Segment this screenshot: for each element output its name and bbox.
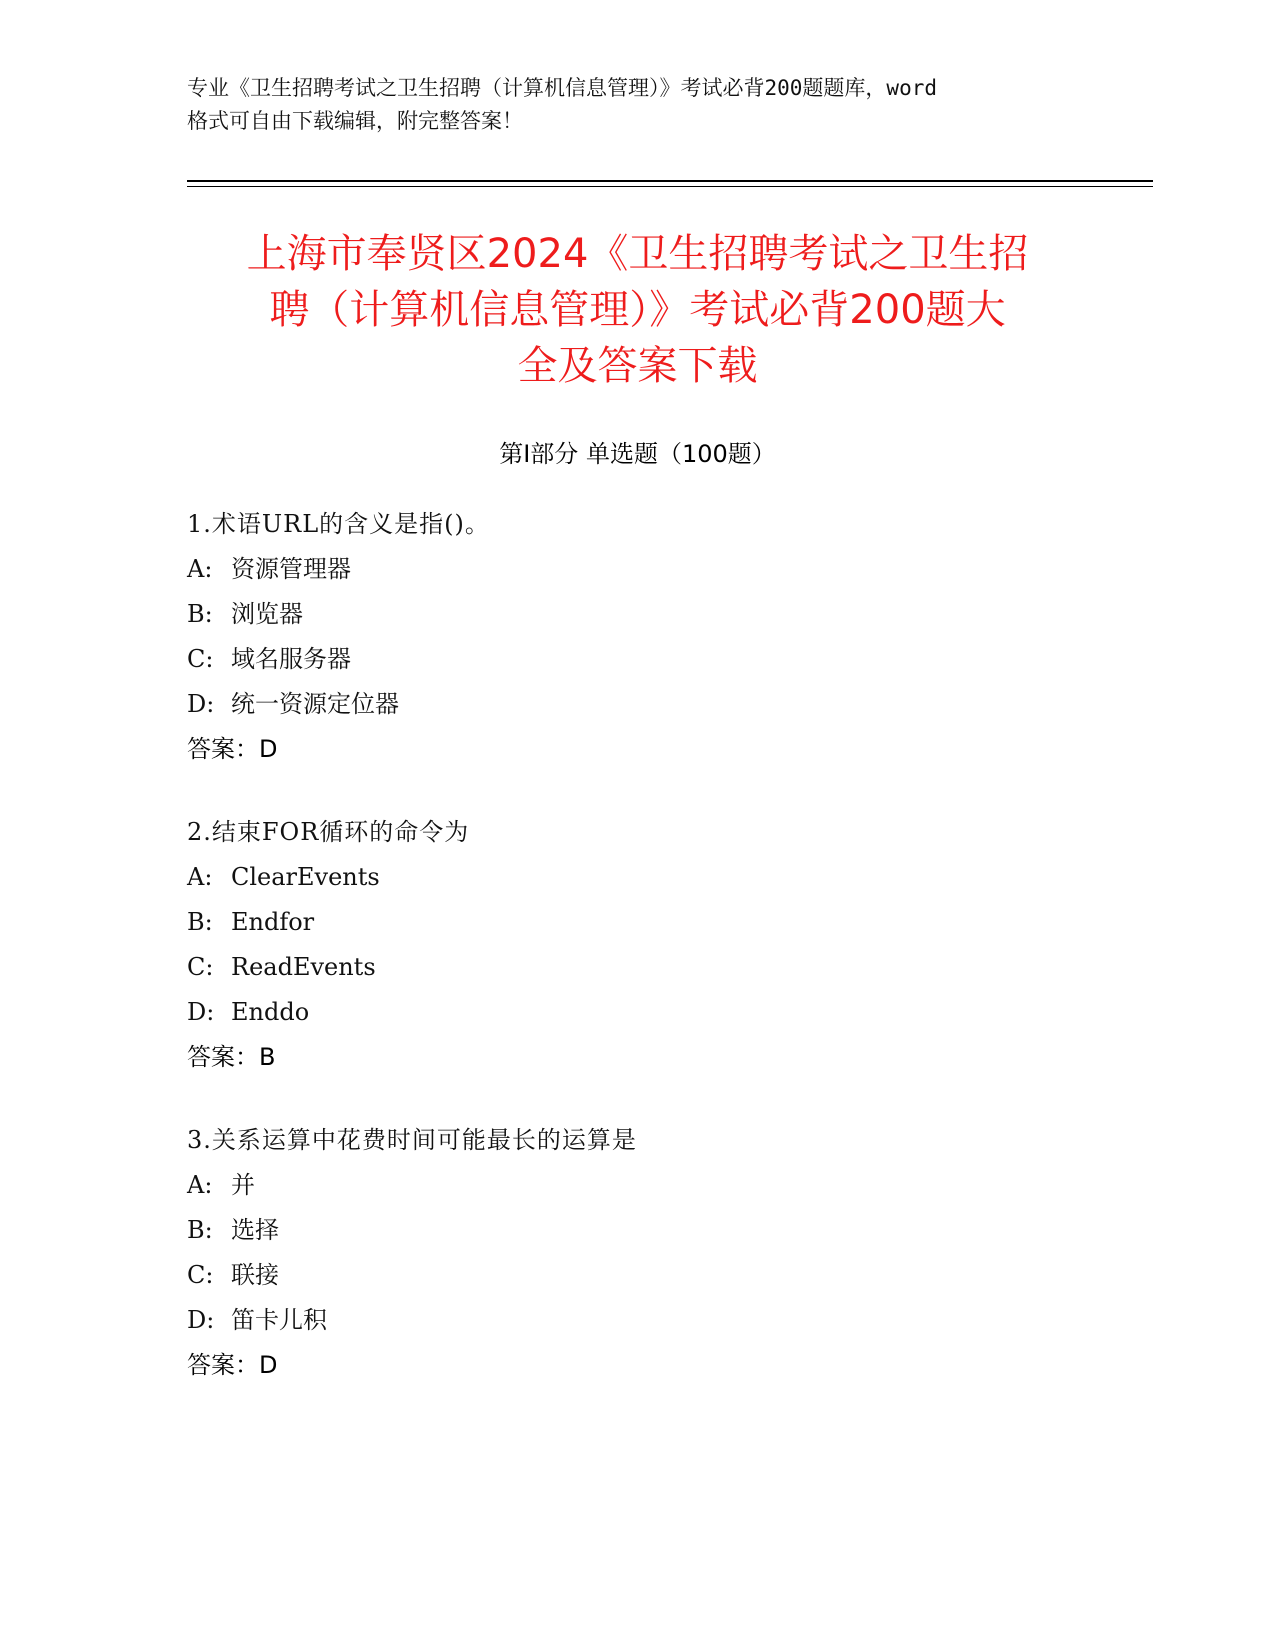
question-2 xyxy=(187,810,1137,1080)
option-text: 联接 xyxy=(231,1261,279,1289)
header-divider-thick xyxy=(187,180,1153,182)
option-letter: A: xyxy=(187,555,213,583)
option-d xyxy=(187,682,1137,727)
option-letter: A: xyxy=(187,1171,213,1199)
header-note xyxy=(187,72,1087,138)
option-c xyxy=(187,945,1137,990)
document-title-line-3: 全及答案下载 xyxy=(517,343,758,389)
option-text: 域名服务器 xyxy=(231,645,351,673)
document-title-line-2: 聘（计算机信息管理）》考试必背200题大 xyxy=(269,287,1006,333)
option-a xyxy=(187,1163,1137,1208)
header-note-line-1: 专业《卫生招聘考试之卫生招聘（计算机信息管理）》考试必背200题题库，word xyxy=(187,76,937,100)
option-text: 并 xyxy=(231,1171,255,1199)
option-letter: B: xyxy=(187,908,213,936)
option-letter: C: xyxy=(187,953,214,981)
option-d xyxy=(187,990,1137,1035)
option-text: 选择 xyxy=(231,1216,279,1244)
question-1 xyxy=(187,502,1137,772)
option-text: 统一资源定位器 xyxy=(231,690,399,718)
answer-line: 答案：D xyxy=(187,1351,278,1379)
option-a xyxy=(187,855,1137,900)
option-b xyxy=(187,900,1137,945)
option-text: 笛卡儿积 xyxy=(231,1306,327,1334)
header-divider-thin xyxy=(187,186,1153,187)
option-text: Enddo xyxy=(231,998,310,1026)
option-letter: D: xyxy=(187,690,215,718)
question-3 xyxy=(187,1118,1137,1388)
section-heading: 第I部分 单选题（100题） xyxy=(499,440,776,468)
option-letter: C: xyxy=(187,645,214,673)
question-stem: 1.术语URL的含义是指()。 xyxy=(187,510,490,538)
option-c xyxy=(187,637,1137,682)
option-letter: B: xyxy=(187,600,213,628)
option-text: 资源管理器 xyxy=(231,555,351,583)
option-c xyxy=(187,1253,1137,1298)
option-b xyxy=(187,1208,1137,1253)
option-letter: C: xyxy=(187,1261,214,1289)
header-note-line-2: 格式可自由下载编辑，附完整答案！ xyxy=(187,109,523,133)
document-title-line-1: 上海市奉贤区2024《卫生招聘考试之卫生招 xyxy=(246,231,1029,277)
option-a xyxy=(187,547,1137,592)
question-stem: 3.关系运算中花费时间可能最长的运算是 xyxy=(187,1126,637,1154)
answer-line: 答案：D xyxy=(187,735,278,763)
option-text: 浏览器 xyxy=(231,600,303,628)
option-d xyxy=(187,1298,1137,1343)
option-letter: D: xyxy=(187,1306,215,1334)
question-stem: 2.结束FOR循环的命令为 xyxy=(187,818,470,846)
option-text: ReadEvents xyxy=(231,953,376,981)
answer-line: 答案：B xyxy=(187,1043,276,1071)
option-letter: A: xyxy=(187,863,213,891)
option-letter: D: xyxy=(187,998,215,1026)
document-title xyxy=(150,226,1125,394)
option-b xyxy=(187,592,1137,637)
option-text: ClearEvents xyxy=(231,863,380,891)
option-text: Endfor xyxy=(231,908,315,936)
option-letter: B: xyxy=(187,1216,213,1244)
